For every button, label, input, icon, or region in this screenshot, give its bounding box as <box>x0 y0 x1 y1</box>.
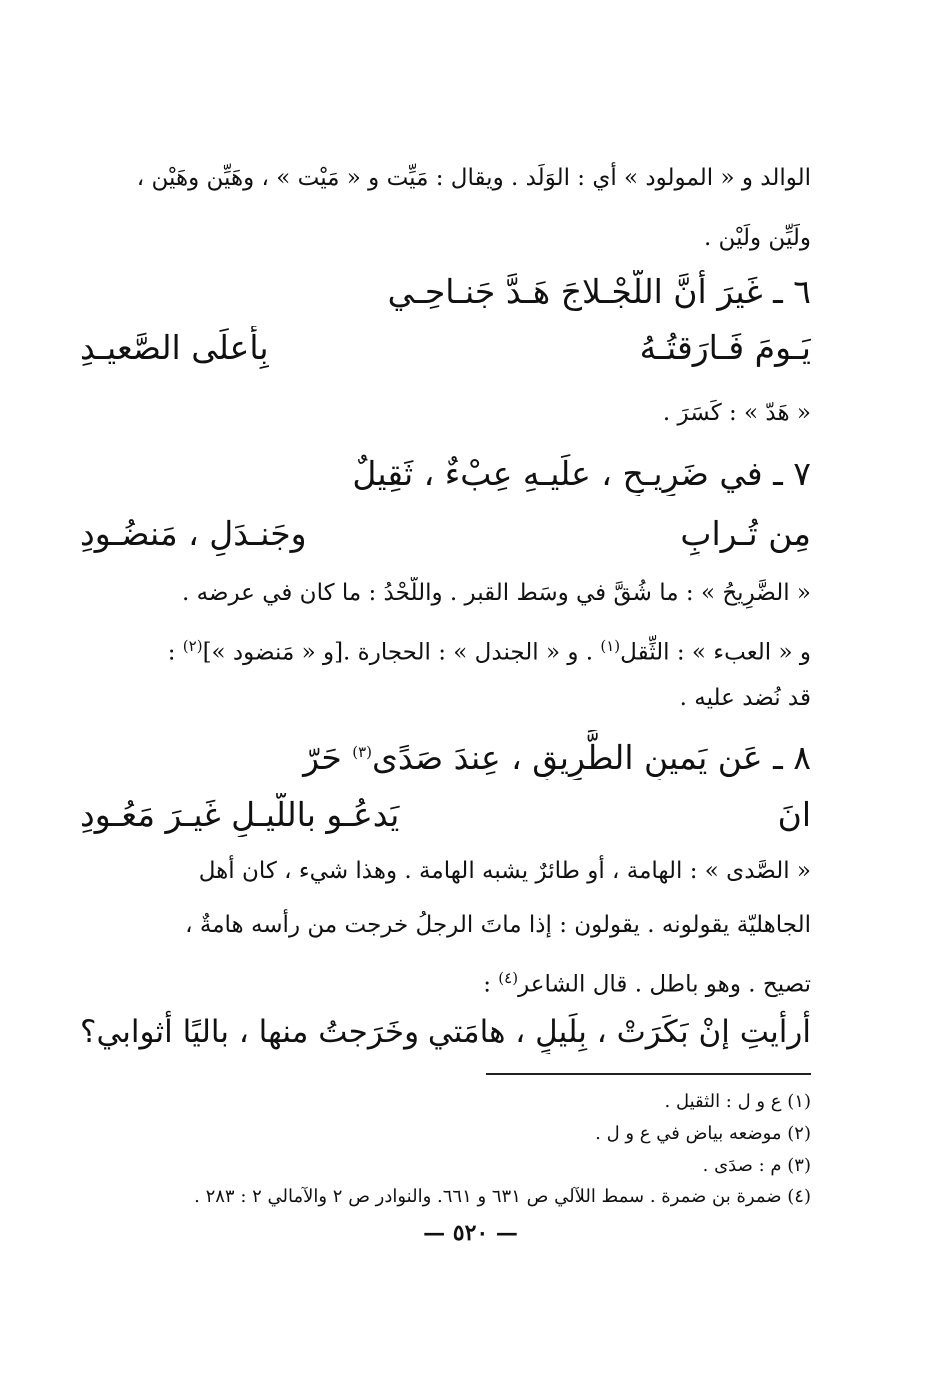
verse-part: انَ <box>777 795 811 834</box>
verse-8-second-hemistich <box>80 793 811 837</box>
verse-6-second-hemistich <box>80 326 811 370</box>
verse-8-first-hemistich <box>80 730 811 780</box>
verse-part: ٨ ـ عَن يَمينِ الطَّرِيقِ ، عِندَ صَدًى <box>372 738 811 777</box>
verse-6-first-hemistich: ٦ ـ غَيرَ أَنَّ اللَّجْـلاجَ هَـدَّ جَنـاحِـي <box>387 272 811 311</box>
verse-part: أرأيتِ إنْ بَكَرَتْ ، بِلَيلٍ ، هامَتي <box>427 1014 811 1050</box>
footnote-3: (٣) م : صدَى . <box>702 1155 811 1176</box>
verse-6-note: « هَدّ » : كَسَرَ . <box>662 400 811 426</box>
verse-8-note-line <box>80 962 811 1001</box>
verse-7-first-hemistich: ٧ ـ في ضَرِيـحٍ ، علَيـهِ عِبْءٌ ، ثَقِيلٌ <box>352 454 811 493</box>
note-text: : <box>483 971 491 998</box>
paragraph-line: ولَيِّن ولَيْن . <box>703 225 811 251</box>
verse-part: حَرّ <box>303 738 342 777</box>
verse-part: مِن تُـرابٍ <box>680 514 811 553</box>
footnote-4: (٤) ضمرة بن ضمرة . سمط اللآلي ص ٦٣١ و ٦٦١. والنوادر ص ٢ والآمالي ٢ : ٢٨٣ . <box>194 1186 811 1207</box>
verse-part: يَـومَ فَـارَقتُـهُ <box>639 328 811 367</box>
verse-7-note-line <box>80 630 811 669</box>
verse-8-note-line: الجاهليّة يقولونه . يقولون : إذا ماتَ الرجلُ خرجت من رأسه هامةٌ ، <box>185 912 811 938</box>
verse-part: بِأَعلَى الصَّعيـدِ <box>80 328 269 367</box>
verse-7-note-line: « الضَّرِيحُ » : ما شُقَّ في وسَط القبر . واللَّحْدُ : ما كان في عرضه . <box>182 580 811 606</box>
footnote-separator <box>486 1073 811 1075</box>
paragraph-line: الوالد و « المولود » أي : الوَلَد . ويقال : مَيِّت و « مَيْت » ، وهَيِّن وهَيْن ، <box>136 165 811 191</box>
verse-8-note-line: « الصَّدى » : الهامة ، أو طائرٌ يشبه الهامة . وهذا شيء ، كان أهل <box>198 858 811 884</box>
verse-7-second-hemistich <box>80 512 811 556</box>
footnote-ref: (٢) <box>182 637 203 655</box>
note-text: و « العبء » : الثِّقل <box>620 639 811 666</box>
footnote-2: (٢) موضعه بياض في ع و ل . <box>595 1123 811 1144</box>
verse-part: وخَرَجتُ منها ، باليًا أثوابي؟ <box>80 1014 420 1050</box>
footnote-ref: (١) <box>600 637 621 655</box>
verse-part: يَدعُـو باللَّيـلِ غَيـرَ مَعُـودِ <box>80 795 400 834</box>
note-text: . و « الجندل » : الحجارة .[و « مَنضود »] <box>202 639 594 666</box>
footnote-ref: (٣) <box>352 743 373 761</box>
note-text: : <box>167 639 176 666</box>
quoted-verse <box>80 1010 811 1054</box>
verse-part: وجَنـدَلٍ ، مَنضُـودِ <box>80 514 307 553</box>
verse-7-note-line: قد نُضد عليه . <box>679 685 811 711</box>
note-text: تصيح . وهو باطل . قال الشاعر <box>518 971 811 998</box>
footnote-1: (١) ع و ل : الثقيل . <box>664 1091 811 1112</box>
page-number: — ٥٢٠ — <box>423 1220 518 1246</box>
footnote-ref: (٤) <box>498 969 519 987</box>
